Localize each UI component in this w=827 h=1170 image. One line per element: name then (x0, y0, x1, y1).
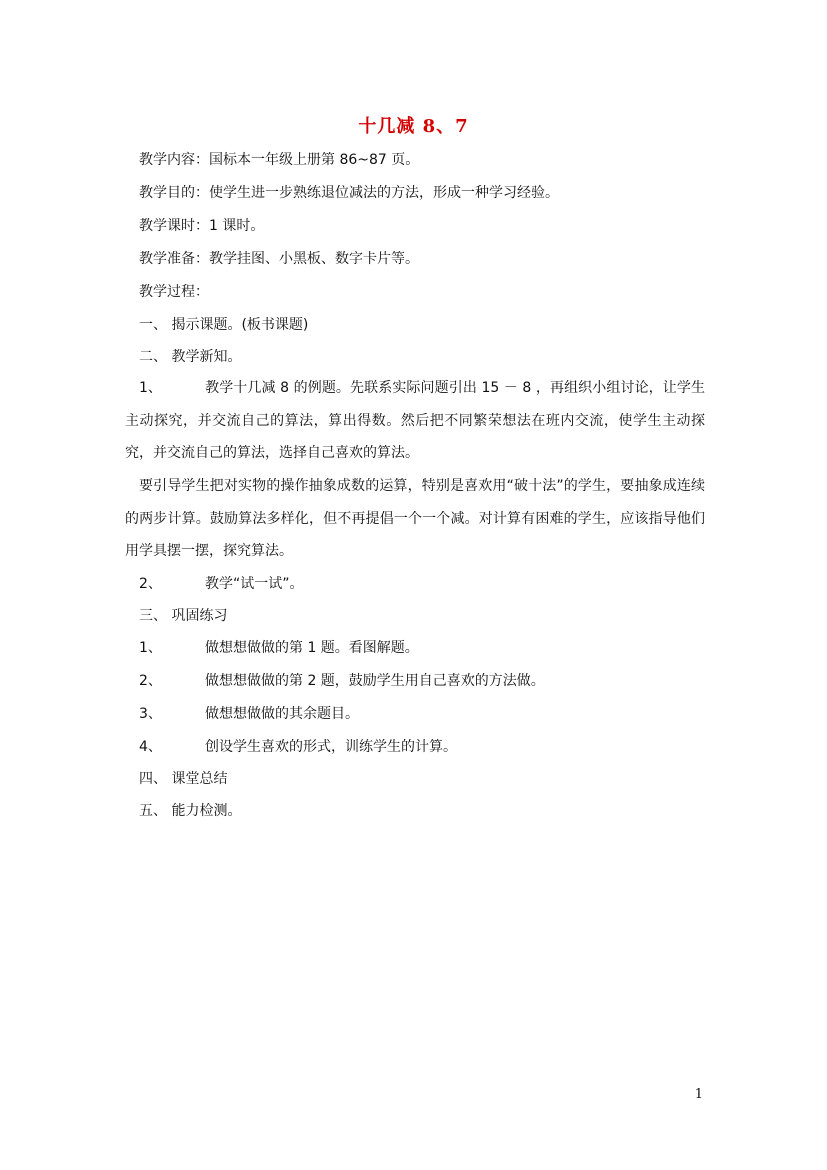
practice-2-number: 2、 (139, 673, 162, 689)
item-1-number: 1、 (139, 380, 162, 396)
practice-3-text: 做想想做做的其余题目。 (205, 706, 359, 722)
practice-3-number: 3、 (139, 706, 162, 722)
teaching-process-heading: 教学过程： (139, 284, 209, 300)
item-1-paragraph (125, 372, 705, 470)
teaching-hours: 教学课时：1 课时。 (139, 218, 265, 234)
section-2-heading: 二、 教学新知。 (139, 349, 242, 365)
section-3-heading: 三、 巩固练习 (139, 608, 228, 624)
practice-1-text: 做想想做做的第 1 题。看图解题。 (205, 640, 419, 656)
teaching-content: 教学内容：国标本一年级上册第 86~87 页。 (139, 152, 420, 168)
practice-2-text: 做想想做做的第 2 题，鼓励学生用自己喜欢的方法做。 (205, 673, 545, 689)
guidance-paragraph: 要引导学生把对实物的操作抽象成数的运算，特别是喜欢用“破十法”的学生，要抽象成连续的两步计算。鼓励算法多样化，但不再提倡一个一个减。对计算有困难的学生，应该指导他们用学具摆一摆，探究算法。 (125, 478, 705, 559)
teaching-prep: 教学准备：教学挂图、小黑板、数字卡片等。 (139, 251, 419, 267)
teaching-goal: 教学目的：使学生进一步熟练退位减法的方法，形成一种学习经验。 (139, 185, 559, 201)
section-1-heading: 一、 揭示课题。(板书课题) (139, 317, 309, 333)
item-2-text: 教学“试一试”。 (205, 576, 304, 592)
item-2-number: 2、 (139, 576, 162, 592)
practice-1-number: 1、 (139, 640, 162, 656)
practice-4-text: 创设学生喜欢的形式，训练学生的计算。 (205, 739, 457, 755)
document-title: 十几减 8、7 (358, 116, 469, 137)
practice-4-number: 4、 (139, 739, 162, 755)
section-4-heading: 四、 课堂总结 (139, 771, 228, 787)
page-number: 1 (694, 1087, 703, 1102)
section-5-heading: 五、 能力检测。 (139, 803, 242, 819)
item-1-text: 教学十几减 8 的例题。先联系实际问题引出 15 － 8 ，再组织小组讨论，让学生主动探究，并交流自己的算法，算出得数。然后把不同繁荣想法在班内交流，使学生主动探究，并交流自己的算法，选择自己喜欢的算法。 (125, 380, 705, 461)
